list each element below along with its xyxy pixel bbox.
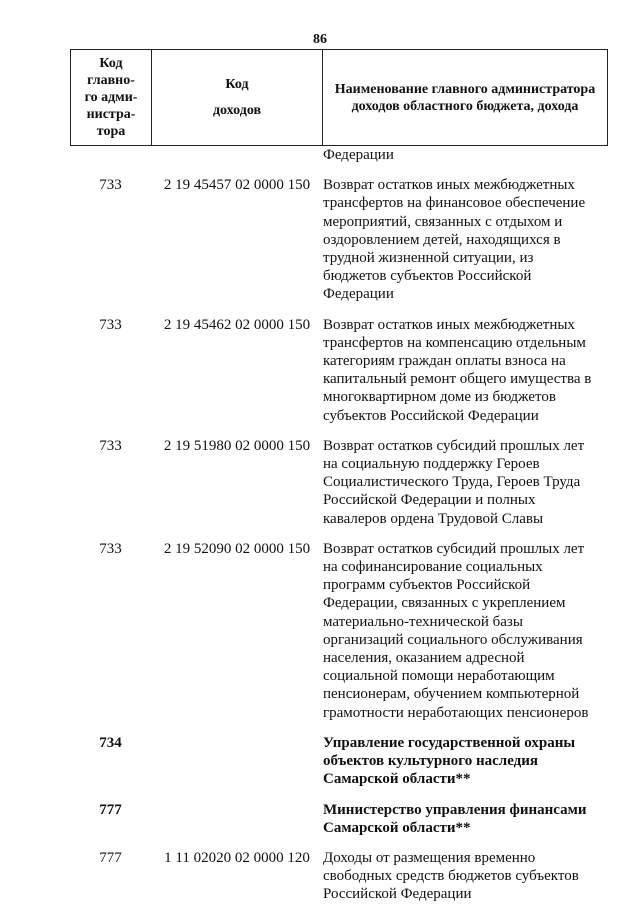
table-row <box>70 437 608 528</box>
row-admin-code: 733 <box>99 316 122 333</box>
row-name: Министерство управления финансами Самарской области** <box>323 801 587 836</box>
table-row <box>70 734 608 789</box>
row-name: Возврат остатков субсидий прошлых лет на софинансирование социальных программ субъектов Российской Федерации, связанных с укреплением материально-технической базы организаций социального обслуживания населения, оказанием адресной социальной помощи неработающим пенсионерам, обучением компьютерной грамотности неработающих пенсионеров <box>323 540 589 721</box>
row-income-code <box>151 801 323 837</box>
row-income-code: 2 19 51980 02 0000 150 <box>163 437 311 454</box>
table-row <box>70 176 608 303</box>
row-name: Управление государственной охраны объектов культурного наследия Самарской области** <box>323 734 576 788</box>
row-admin-code: 734 <box>99 734 122 751</box>
row-income-code: 1 11 02020 02 0000 120 <box>164 849 310 866</box>
header-income-code: Код доходов <box>152 50 323 145</box>
row-name: Возврат остатков иных межбюджетных трансфертов на компенсацию отдельным категориям граждан оплаты взноса на капитальный ремонт общего имущества в многоквартирном доме из бюджетов субъектов Российской Федерации <box>323 316 592 424</box>
row-name: Федерации <box>323 147 394 163</box>
row-admin-code <box>70 146 151 164</box>
table-row <box>70 316 608 425</box>
row-name: Возврат остатков иных межбюджетных трансфертов на финансовое обеспечение мероприятий, связанных с отдыхом и оздоровлением детей, находящихся в трудной жизненной ситуации, из бюджетов субъектов Российской Федерации <box>323 177 586 303</box>
row-admin-code: 733 <box>99 437 122 454</box>
row-income-code: 2 19 52090 02 0000 150 <box>163 540 311 557</box>
table-row <box>70 801 608 837</box>
row-income-code: 2 19 45457 02 0000 150 <box>163 177 311 194</box>
table-row <box>70 146 608 164</box>
header-admin-code: Код главно- го адми- нистра- тора <box>71 50 152 145</box>
row-admin-code: 777 <box>99 849 122 866</box>
row-admin-code: 777 <box>99 801 122 818</box>
header-name: Наименование главного администратора доходов областного бюджета, дохода <box>334 81 596 114</box>
table-header <box>70 49 608 146</box>
row-income-code <box>151 146 323 164</box>
table-row <box>70 849 608 904</box>
row-income-code <box>151 734 323 789</box>
table-row <box>70 540 608 722</box>
page-number: 86 <box>313 32 327 47</box>
row-name: Доходы от размещения временно свободных средств бюджетов субъектов Российской Федерации <box>323 849 579 903</box>
table-body <box>70 146 608 904</box>
row-name: Возврат остатков субсидий прошлых лет на социальную поддержку Героев Социалистического Труда, Героев Труда Российской Федерации и полных кавалеров ордена Трудовой Славы <box>323 437 585 527</box>
row-admin-code: 733 <box>99 540 122 557</box>
row-admin-code: 733 <box>99 177 122 194</box>
row-income-code: 2 19 45462 02 0000 150 <box>163 316 311 333</box>
